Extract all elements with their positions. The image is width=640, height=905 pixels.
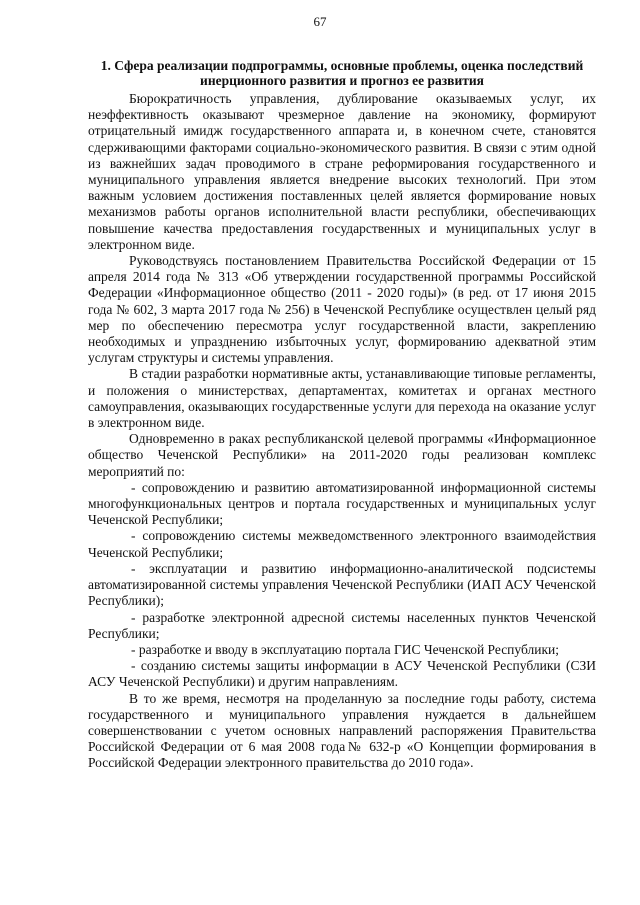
- body-paragraph: Руководствуясь постановлением Правительства Российской Федерации от 15 апреля 2014 года № 313 «Об утверждении государственной программы Российской Федерации «Информационное общество (2011 - 2020 годы)» (в ред. от 17 июня 2015 года № 602, 3 марта 2017 года № 256) в Чеченской Республике осуществлен целый ряд мер по обеспечению пересмотра услуг государственной власти, закреплению необходимых и упразднению избыточных услуг, формированию адекватной этим услугам структуры и системы управления.: [88, 253, 596, 366]
- list-item: - созданию системы защиты информации в АСУ Чеченской Республики (СЗИ АСУ Чеченской Республики) и другим направлениям.: [88, 658, 596, 690]
- section-heading: 1. Сфера реализации подпрограммы, основные проблемы, оценка последствий инерционного развития и прогноз ее развития: [100, 58, 584, 88]
- page-number: 67: [313, 14, 327, 29]
- list-item: - сопровождению и развитию автоматизированной информационной системы многофункциональных центров и портала государственных и муниципальных услуг Чеченской Республики;: [88, 479, 596, 528]
- list-item: - разработке электронной адресной системы населенных пунктов Чеченской Республики;: [88, 609, 596, 641]
- list-item: - эксплуатации и развитию информационно-аналитической подсистемы автоматизированной системы управления Чеченской Республики (ИАП АСУ Чеченской Республики);: [88, 560, 596, 609]
- document-body: [88, 58, 596, 772]
- body-paragraph: В стадии разработки нормативные акты, устанавливающие типовые регламенты, и положения о министерствах, департаментах, комитетах и органах местного самоуправления, оказывающих государственные услуги для перехода на оказание услуг в электронном виде.: [88, 366, 596, 431]
- closing-paragraph: В то же время, несмотря на проделанную за последние годы работу, система государственного и муниципального управления нуждается в дальнейшем совершенствовании с учетом основных направлений распоряжения Правительства Российской Федерации от 6 мая 2008 года№ 632-р «О Концепции формирования в Российской Федерации электронного правительства до 2010 года».: [88, 690, 596, 771]
- body-paragraph: Бюрократичность управления, дублирование оказываемых услуг, их неэффективность оказывают чрезмерное давление на экономику, формируют отрицательный имидж государственного аппарата и, в конечном счете, становятся сдерживающими факторами социально-экономического развития. В связи с этим одной из важнейших задач проводимого в стране реформирования государственного и муниципального управления является внедрение высоких технологий. При этом важным условием достижения поставленных целей является формирование новых механизмов работы органов исполнительной власти республики, обеспечивающих повышение качества предоставления государственных и муниципальных услуг в электронном виде.: [88, 91, 596, 252]
- body-paragraph: Одновременно в раках республиканской целевой программы «Информационное общество Чеченской Республики» на 2011-2020 годы реализован комплекс мероприятий по:: [88, 431, 596, 479]
- list-item: - разработке и вводу в эксплуатацию портала ГИС Чеченской Республики;: [131, 641, 560, 657]
- list-item: - сопровождению системы межведомственного электронного взаимодействия Чеченской Республики;: [88, 528, 596, 560]
